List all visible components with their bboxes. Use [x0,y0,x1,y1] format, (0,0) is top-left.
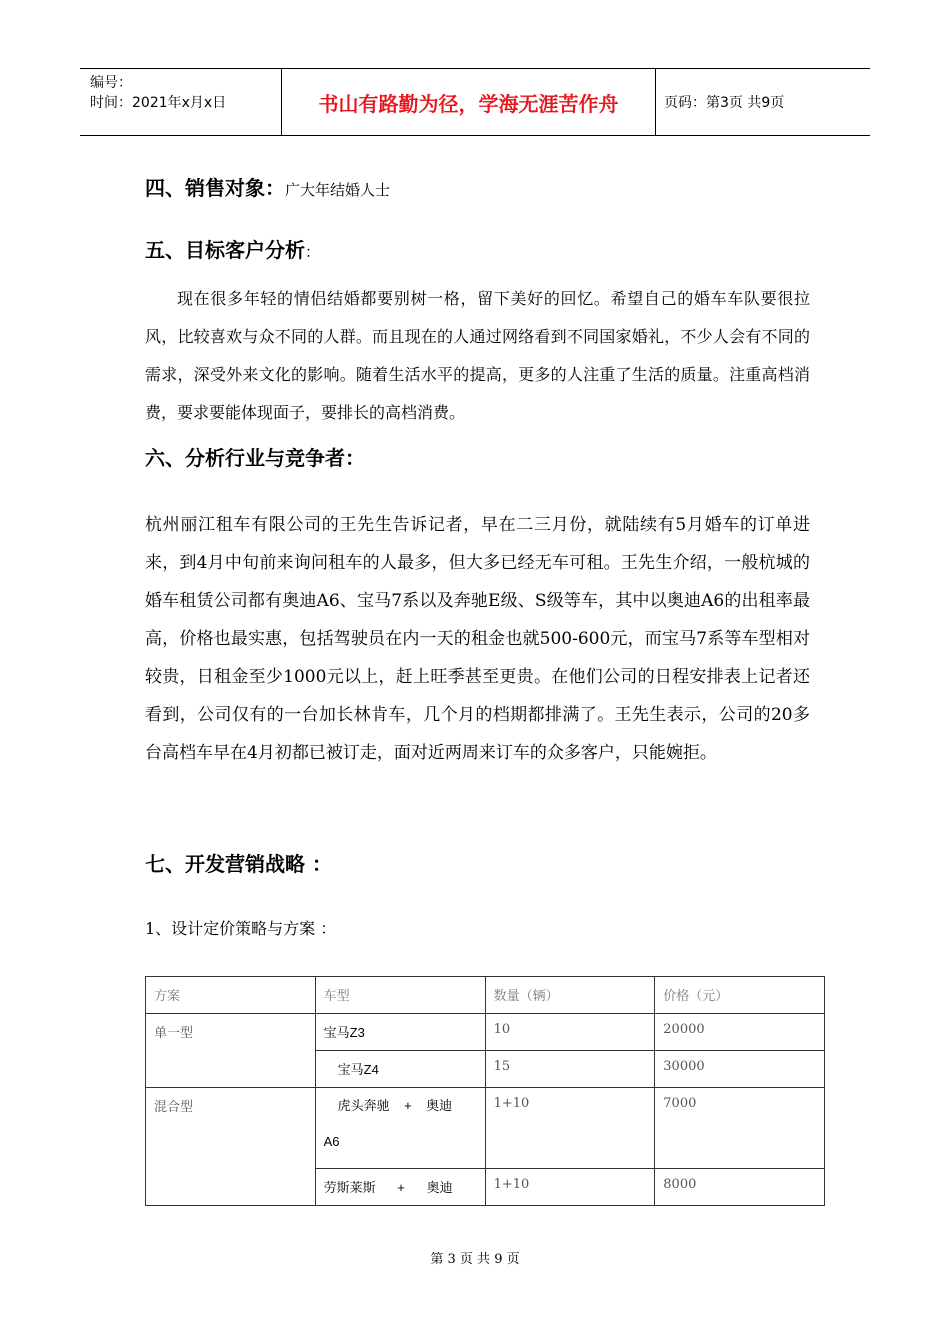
number-label: 编号： [90,75,132,91]
pricing-subheading: 1、设计定价策略与方案 ： [145,919,337,938]
time-label: 时间：2021年x月x日 [90,95,227,111]
quantity-cell: 1+10 [485,1169,655,1206]
header-cell-plan: 方案 [146,977,316,1014]
section-5-heading [145,234,320,263]
section-4-value: 广大年结婚人士 [285,181,391,199]
header-meta [80,69,282,135]
header-page-info: 页码：第3页 共9页 [664,95,785,111]
quantity-cell: 15 [485,1051,655,1088]
pricing-table [145,976,825,1206]
section-5-title: 五、目标客户分析 [145,238,305,262]
model-cell: 劳斯莱斯 + 奥迪 [315,1169,485,1206]
section-5-paragraph: 现在很多年轻的情侣结婚都要别树一格，留下美好的回忆。希望自己的婚车车队要很拉风，比较喜欢与众不同的人群。而且现在的人通过网络看到不同国家婚礼，不少人会有不同的需求，深受外来文化的影响。随着生活水平的提高，更多的人注重了生活的质量。注重高档消费，要求要能体现面子，要排长的高档消费。 [145,289,810,422]
quantity-cell: 10 [485,1014,655,1051]
model-cell-line: A6 [323,1134,340,1149]
price-cell: 20000 [655,1014,825,1051]
table-row [146,1088,825,1169]
header-cell-quantity: 数量（辆） [485,977,655,1014]
page-header [80,68,870,136]
plan-cell-mixed: 混合型 [146,1088,316,1206]
quantity-cell: 1+10 [485,1088,655,1169]
header-cell-model: 车型 [315,977,485,1014]
table-row [146,1014,825,1051]
price-cell: 30000 [655,1051,825,1088]
section-7-heading: 七、开发营销战略 ： [145,852,332,876]
section-6-paragraph: 杭州丽江租车有限公司的王先生告诉记者，早在二三月份，就陆续有5月婚车的订单进来，到4月中旬前来询问租车的人最多，但大多已经无车可租。王先生介绍，一般杭城的婚车租赁公司都有奥迪A6、宝马7系以及奔驰E级、S级等车，其中以奥迪A6的出租率最高，价格也最实惠，包括驾驶员在内一天的租金也就500-600元，而宝马7系等车型相对较贵，日租金至少1000元以上，赶上旺季甚至更贵。在他们公司的日程安排表上记者还看到，公司仅有的一台加长林肯车，几个月的档期都排满了。王先生表示，公司的20多台高档车早在4月初都已被订走，面对近两周来订车的众多客户，只能婉拒。 [145,515,810,763]
price-cell: 8000 [655,1169,825,1206]
model-cell: 宝马Z4 [315,1051,485,1088]
model-cell [315,1088,485,1169]
section-4-heading [145,172,390,201]
section-4-title: 四、销售对象： [145,176,285,200]
model-cell: 宝马Z3 [315,1014,485,1051]
header-motto: 书山有路勤为径，学海无涯苦作舟 [282,69,656,135]
model-cell-line: 虎头奔驰 + 奥迪 [337,1098,453,1113]
header-cell-price: 价格（元） [655,977,825,1014]
plan-cell-single: 单一型 [146,1014,316,1088]
price-cell: 7000 [655,1088,825,1169]
page-footer: 第 3 页 共 9 页 [430,1252,520,1267]
section-5-colon: ： [305,243,321,261]
section-6-heading: 六、分析行业与竞争者： [145,446,365,470]
table-header-row [146,977,825,1014]
